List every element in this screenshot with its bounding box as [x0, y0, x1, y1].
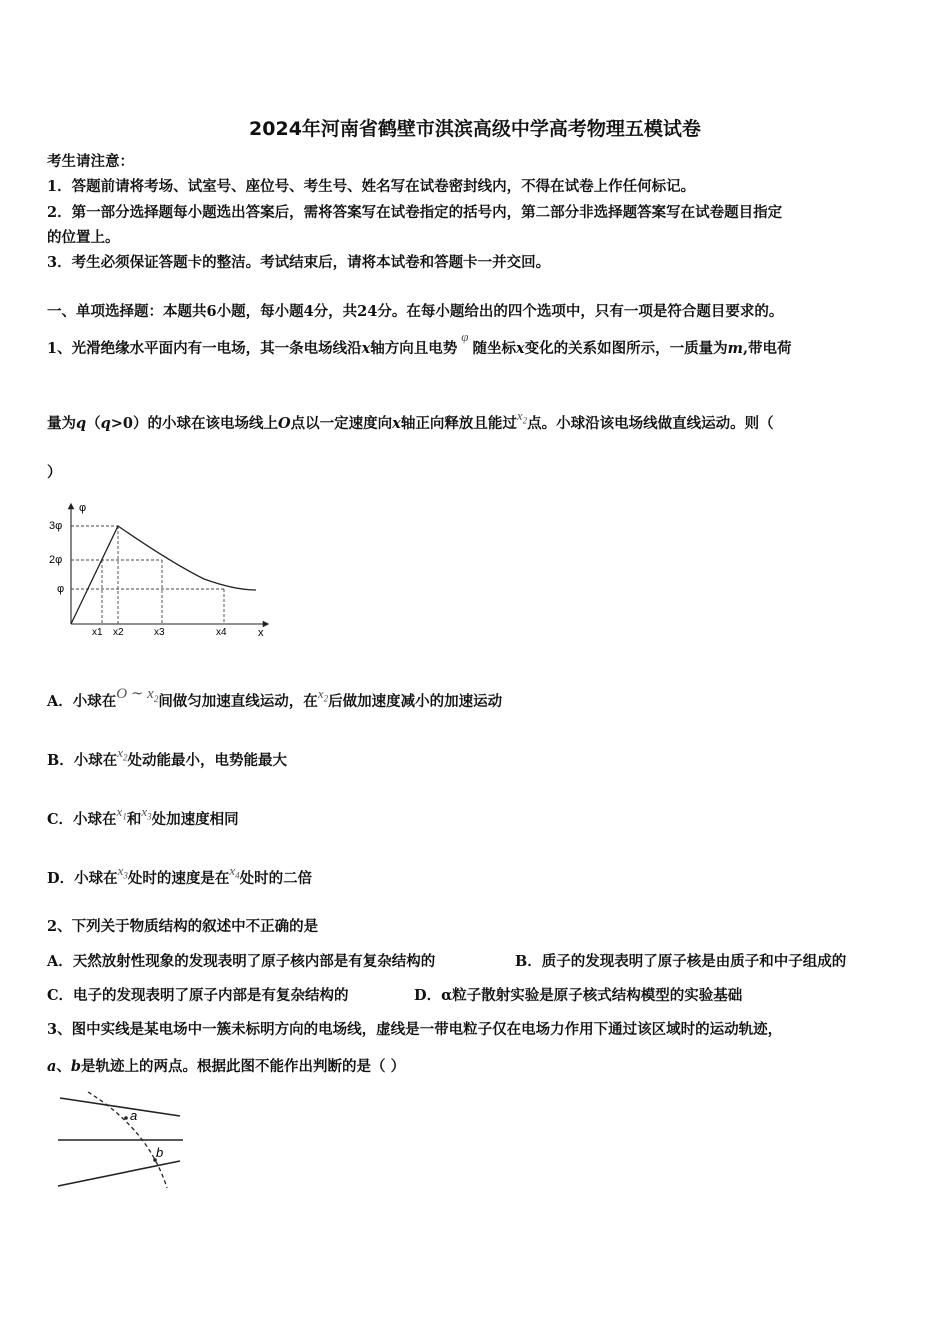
potential-graph [44, 500, 280, 645]
q1-option-a: A．小球在O ∼ $x_2$间做匀加速直线运动，在$x_2$后做加速度减小的加速运动 [47, 686, 503, 710]
field-line [58, 1161, 180, 1186]
y-axis-label: φ [79, 502, 87, 514]
notice-item: 3．考生必须保证答题卡的整洁。考试结束后，请将本试卷和答题卡一并交回。 [47, 254, 551, 271]
q1-stem-line1: 1、光滑绝缘水平面内有一电场，其一条电场线沿x轴方向且电势φ随坐标x变化的关系如图所示，一质量为m,带电荷 [47, 329, 792, 357]
phi-symbol: φ [461, 329, 469, 344]
q2-stem: 2、下列关于物质结构的叙述中不正确的是 [47, 918, 319, 935]
tick-3phi: 3φ [49, 520, 63, 532]
q2-option-c: C．电子的发现表明了原子内部是有复杂结构的 [47, 987, 349, 1004]
q1-stem-line2: 量为q（q>0）的小球在该电场线上O点以一定速度向x轴正向释放且能过$x_2$点。小球沿该电场线做直线运动。则（ [47, 408, 774, 432]
tick-x4: x4 [216, 627, 227, 638]
q1-option-c: C．小球在$x_1$和$x_3$处加速度相同 [47, 804, 239, 828]
tick-2phi: 2φ [49, 554, 63, 566]
field-line [60, 1098, 180, 1116]
field-lines-figure [50, 1088, 190, 1193]
notice-item: 2．第一部分选择题每小题选出答案后，需将答案写在试卷指定的括号内，第二部分非选择题答案写在试卷题目指定 [47, 204, 783, 221]
q2-option-b: B．质子的发现表明了原子核是由质子和中子组成的 [515, 953, 847, 970]
q3-stem-line2: a、b是轨迹上的两点。根据此图不能作出判断的是（ ） [47, 1058, 406, 1075]
label-a: a [130, 1108, 138, 1123]
notice-item: 的位置上。 [47, 229, 120, 246]
q3-stem-line1: 3、图中实线是某电场中一簇未标明方向的电场线，虚线是一带电粒子仅在电场力作用下通过该区域时的运动轨迹， [47, 1021, 783, 1038]
label-b: b [156, 1145, 164, 1160]
tick-phi: φ [57, 583, 65, 595]
q1-option-b: B．小球在$x_2$处动能最小，电势能最大 [47, 745, 288, 769]
q2-option-a: A．天然放射性现象的发现表明了原子核内部是有复杂结构的 [47, 953, 436, 970]
tick-x3: x3 [154, 627, 165, 638]
tick-x2: x2 [113, 627, 124, 638]
point-a [124, 1116, 128, 1120]
notice-heading: 考生请注意： [47, 153, 134, 170]
page-title: 2024年河南省鹤壁市淇滨高级中学高考物理五模试卷 [249, 118, 701, 140]
section-heading: 一、单项选择题：本题共6小题，每小题4分，共24分。在每小题给出的四个选项中，只有一项是符合题目要求的。 [47, 303, 784, 320]
q1-stem-line3: ） [47, 464, 62, 481]
notice-item: 1．答题前请将考场、试室号、座位号、考生号、姓名写在试卷密封线内，不得在试卷上作任何标记。 [47, 178, 696, 195]
x2-symbol: $x_2$ [516, 408, 528, 426]
q2-option-d: D．α粒子散射实验是原子核式结构模型的实验基础 [414, 987, 743, 1004]
tick-x1: x1 [92, 627, 103, 638]
q1-option-d: D．小球在$x_3$处时的速度是在$x_4$处时的二倍 [47, 863, 313, 887]
phi-curve [71, 526, 256, 624]
x-axis-label: x [258, 627, 264, 639]
